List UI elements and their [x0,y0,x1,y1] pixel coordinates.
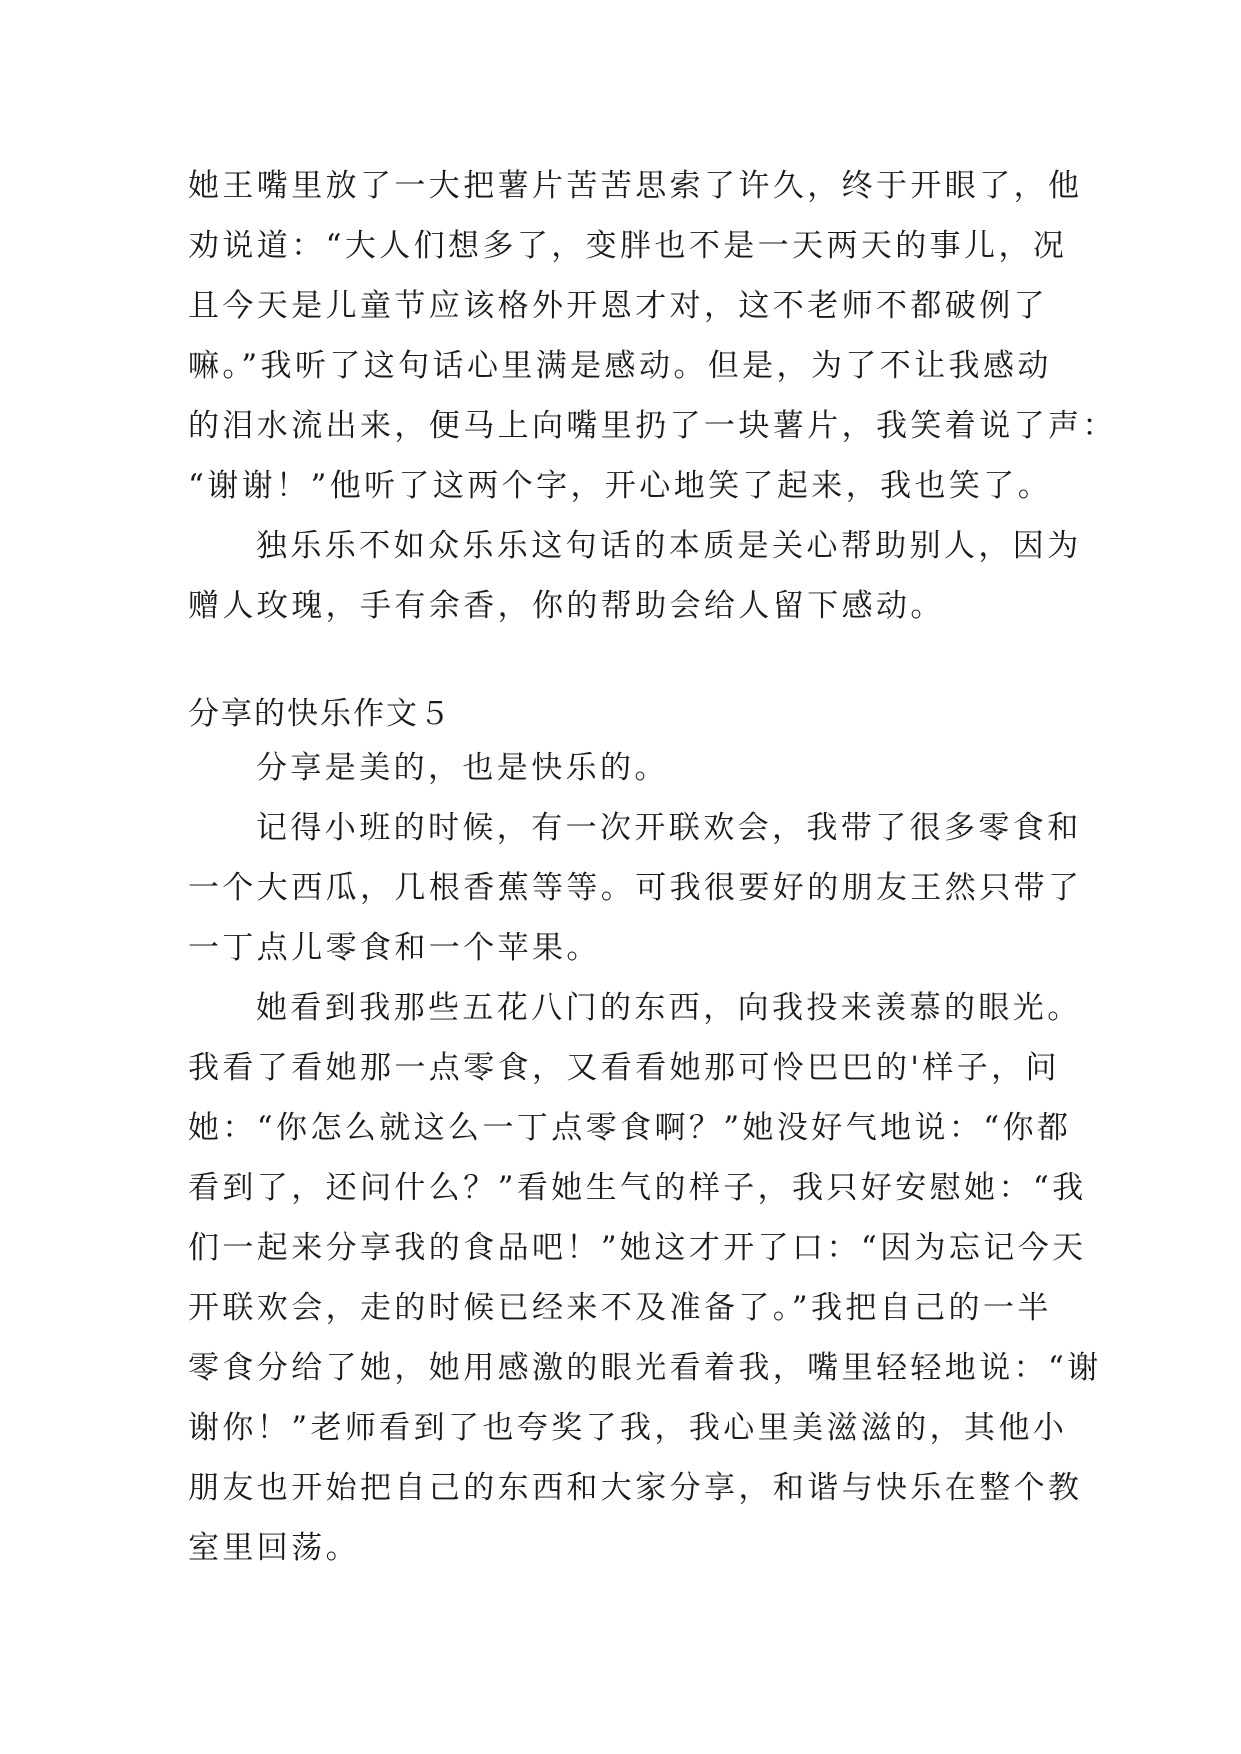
text-line: 且今天是儿童节应该格外开恩才对，这不老师不都破例了 [188,288,1048,324]
essay-title-section [188,684,1068,744]
text-line: 开联欢会，走的时候已经来不及准备了。”我把自己的一半 [188,1290,1052,1326]
text-line: 零食分给了她，她用感激的眼光看着我，嘴里轻轻地说：“谢 [188,1350,1102,1386]
text-line: 谢你！”老师看到了也夸奖了我，我心里美滋滋的，其他小 [188,1410,1068,1446]
text-line: 我看了看她那一点零食，又看看她那可怜巴巴的'样子，问 [188,1050,1060,1086]
text-line: 劝说道：“大人们想多了，变胖也不是一天两天的事儿，况 [188,228,1068,264]
text-line: “谢谢！”他听了这两个字，开心地笑了起来，我也笑了。 [188,468,1053,504]
text-line: 看到了，还问什么？”看她生气的样子，我只好安慰她：“我 [188,1170,1087,1206]
text-line: 的泪水流出来，便马上向嘴里扔了一块薯片，我笑着说了声： [188,408,1117,444]
text-line: 记得小班的时候，有一次开联欢会，我带了很多零食和 [256,810,1082,846]
text-line: 她王嘴里放了一大把薯片苦苦思索了许久，终于开眼了，他 [188,168,1083,204]
text-line: 朋友也开始把自己的东西和大家分享，和谐与快乐在整个教 [188,1470,1083,1506]
text-line: 一个大西瓜，几根香蕉等等。可我很要好的朋友王然只带了 [188,870,1083,906]
text-line: 分享是美的，也是快乐的。 [256,750,669,786]
previous-essay-section [188,156,1117,636]
text-line: 她：“你怎么就这么一丁点零食啊？”她没好气地说：“你都 [188,1110,1072,1146]
text-line: 她看到我那些五花八门的东西，向我投来羡慕的眼光。 [256,990,1082,1026]
text-line: 赠人玫瑰，手有余香，你的帮助会给人留下感动。 [188,588,945,624]
text-line: 一丁点儿零食和一个苹果。 [188,930,601,966]
paragraph [188,978,1102,1578]
text-line: 独乐乐不如众乐乐这句话的本质是关心帮助别人，因为 [256,528,1082,564]
text-line: 嘛。”我听了这句话心里满是感动。但是，为了不让我感动 [188,348,1052,384]
paragraph [188,798,1083,978]
text-line: 们一起来分享我的食品吧！”她这才开了口：“因为忘记今天 [188,1230,1087,1266]
paragraph [188,738,1068,798]
paragraph [188,516,1082,636]
essay-5-body [188,738,1102,1578]
paragraph [188,156,1117,516]
text-line: 室里回荡。 [188,1530,360,1566]
essay-title: 分享的快乐作文５ [188,696,452,732]
